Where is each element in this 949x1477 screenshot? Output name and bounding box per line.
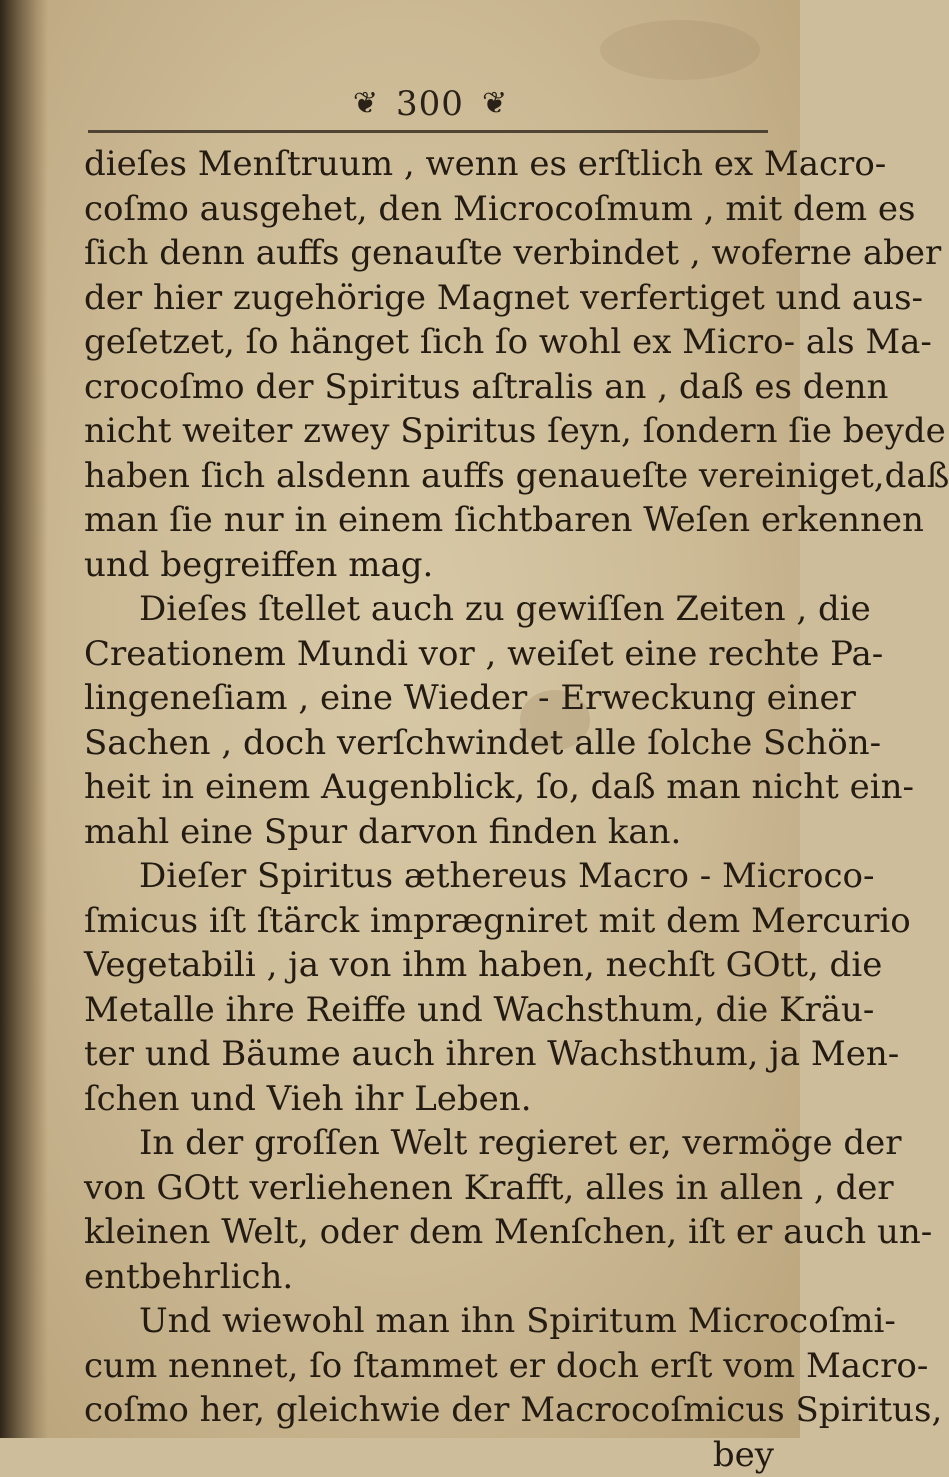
text-line: der hier zugehörige Magnet verfertiget und aus- — [84, 276, 784, 321]
text-line: crocoſmo der Spiritus aſtralis an , daß es denn — [84, 365, 784, 410]
paragraph-start-line: Und wiewohl man ihn Spiritum Microcoſmi- — [84, 1299, 784, 1344]
header-rule — [88, 130, 768, 133]
text-line: haben ſich alsdenn auffs genaueſte vereiniget,daß — [84, 454, 784, 499]
text-line: man ſie nur in einem ſichtbaren Weſen erkennen — [84, 498, 784, 543]
text-line: coſmo ausgehet, den Microcoſmum , mit dem es — [84, 187, 784, 232]
text-line: ſchen und Vieh ihr Leben. — [84, 1077, 784, 1122]
page-header — [80, 78, 780, 130]
text-line: Creationem Mundi vor , weiſet eine rechte Pa- — [84, 632, 784, 677]
text-line: entbehrlich. — [84, 1255, 784, 1300]
text-line: heit in einem Augenblick, ſo, daß man nicht ein- — [84, 765, 784, 810]
text-line: kleinen Welt, oder dem Menſchen, iſt er auch un- — [84, 1210, 784, 1255]
page-gutter — [0, 0, 48, 1438]
text-line: geſetzet, ſo hänget ſich ſo wohl ex Micro- als Ma- — [84, 320, 784, 365]
paragraph-start-line: Dieſer Spiritus æthereus Macro - Microco- — [84, 854, 784, 899]
paper-stain — [600, 20, 760, 80]
text-line: dieſes Menſtruum , wenn es erſtlich ex Macro- — [84, 142, 784, 187]
text-line: mahl eine Spur darvon finden kan. — [84, 810, 784, 855]
ornament-icon: ❦ — [353, 89, 378, 119]
text-line: ſich denn auffs genauſte verbindet , woferne aber — [84, 231, 784, 276]
text-line: coſmo her, gleichwie der Macrocoſmicus Spiritus, — [84, 1388, 784, 1433]
paragraph-start-line: Dieſes ſtellet auch zu gewiſſen Zeiten , die — [84, 587, 784, 632]
text-line: von GOtt verliehenen Krafft, alles in allen , der — [84, 1166, 784, 1211]
catchword: bey — [84, 1433, 784, 1477]
text-line: Sachen , doch verſchwindet alle ſolche Schön- — [84, 721, 784, 766]
text-line: ſmicus iſt ſtärck imprægniret mit dem Mercurio — [84, 899, 784, 944]
ornament-icon: ❦ — [482, 89, 507, 119]
paragraph-start-line: In der groſſen Welt regieret er, vermöge der — [84, 1121, 784, 1166]
text-line: und begreiffen mag. — [84, 543, 784, 588]
body-text — [84, 142, 784, 1477]
text-line: cum nennet, ſo ſtammet er doch erſt vom Macro- — [84, 1344, 784, 1389]
text-line: Metalle ihre Reiffe und Wachsthum, die Kräu- — [84, 988, 784, 1033]
text-line: Vegetabili , ja von ihm haben, nechſt GOtt, die — [84, 943, 784, 988]
text-line: ter und Bäume auch ihren Wachsthum, ja Men- — [84, 1032, 784, 1077]
page-number: 300 — [396, 84, 464, 124]
text-line: nicht weiter zwey Spiritus ſeyn, ſondern ſie beyde — [84, 409, 784, 454]
text-line: lingeneſiam , eine Wieder - Erweckung einer — [84, 676, 784, 721]
